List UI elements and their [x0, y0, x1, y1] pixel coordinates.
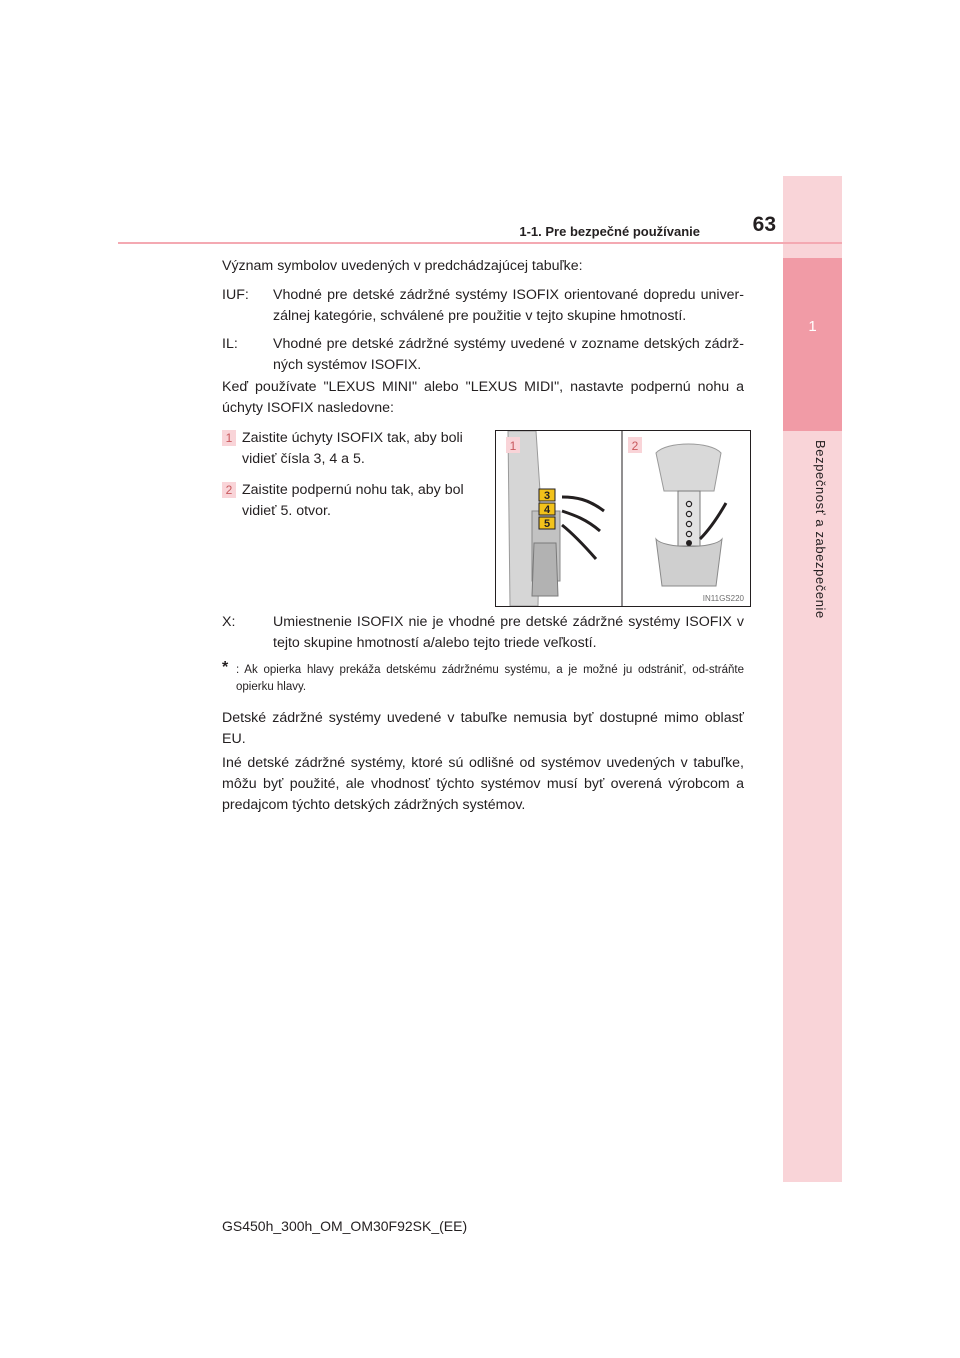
document-code-footer: GS450h_300h_OM_OM30F92SK_(EE) — [222, 1218, 468, 1234]
definition-text: Vhodné pre detské zádržné systémy ISOFIX orientované dopredu univer-zálnej kategórie, schválené pre použitie v tejto skupine hmotností. — [273, 287, 744, 324]
anchor-number-3: 3 — [543, 490, 551, 502]
definition-term: X: — [222, 614, 236, 630]
definition-term: IL: — [222, 336, 238, 352]
isofix-illustration — [495, 430, 751, 607]
support-leg — [678, 491, 700, 546]
symbol-definitions — [222, 285, 744, 376]
section-title: 1-1. Pre bezpečné používanie — [519, 224, 700, 239]
footnote-text: : Ak opierka hlavy prekáža detskému zádržnému systému, a je možné ju odstrániť, od-stráňte opierku hlavy. — [236, 664, 744, 693]
step-text: Zaistite podpernú nohu tak, aby bol vidieť 5. otvor. — [242, 482, 464, 519]
x-definition — [222, 612, 744, 654]
chapter-title: Bezpečnosť a zabezpečenie — [813, 440, 828, 619]
definition-x — [222, 612, 744, 654]
figure-code: IN11GS220 — [702, 594, 744, 603]
definition-il — [222, 334, 744, 376]
step-2 — [222, 480, 488, 522]
footnote — [222, 659, 744, 696]
page-number: 63 — [752, 213, 776, 236]
header-rule — [118, 242, 842, 244]
anchor-number-4: 4 — [543, 504, 551, 516]
step-number-badge: 2 — [222, 482, 236, 498]
isofix-illustration-drawing — [496, 431, 750, 606]
seat-cushion — [656, 444, 721, 491]
definition-text: Umiestnenie ISOFIX nie je vhodné pre detské zádržné systémy ISOFIX v tejto skupine hmotností a/alebo tejto triede veľkostí. — [273, 614, 744, 651]
callout-2-number: 2 — [631, 439, 639, 453]
availability-paragraph: Detské zádržné systémy uvedené v tabuľke nemusia byť dostupné mimo oblasť EU. — [222, 710, 744, 747]
intro-text: Význam symbolov uvedených v predchádzajúcej tabuľke: — [222, 258, 583, 274]
lexus-paragraph: Keď používate "LEXUS MINI" alebo "LEXUS MIDI", nastavte podpernú nohu a úchyty ISOFIX nasledovne: — [222, 379, 744, 416]
definition-text: Vhodné pre detské zádržné systémy uvedené v zozname detských zádrž-ných systémov ISOFIX. — [273, 336, 744, 373]
chapter-number: 1 — [808, 318, 817, 335]
callout-1-number: 1 — [509, 439, 517, 453]
chapter-tab — [783, 258, 842, 431]
step-1 — [222, 428, 488, 470]
step-number-badge: 1 — [222, 430, 236, 446]
definition-iuf — [222, 285, 744, 327]
leg-hole-5 — [686, 540, 692, 546]
other-systems-paragraph: Iné detské zádržné systémy, ktoré sú odlišné od systémov uvedených v tabuľke, môžu byť použité, ale vhodnosť týchto systémov musí byť overená výrobcom a predajcom týchto detských zádržných systémov. — [222, 755, 744, 813]
steps-list — [222, 428, 488, 532]
latch-body — [532, 543, 558, 596]
anchor-number-5: 5 — [543, 518, 551, 530]
footnote-mark: * — [222, 659, 229, 676]
definition-term: IUF: — [222, 287, 249, 303]
leg-foot — [656, 539, 722, 586]
step-text: Zaistite úchyty ISOFIX tak, aby boli vidieť čísla 3, 4 a 5. — [242, 430, 463, 467]
